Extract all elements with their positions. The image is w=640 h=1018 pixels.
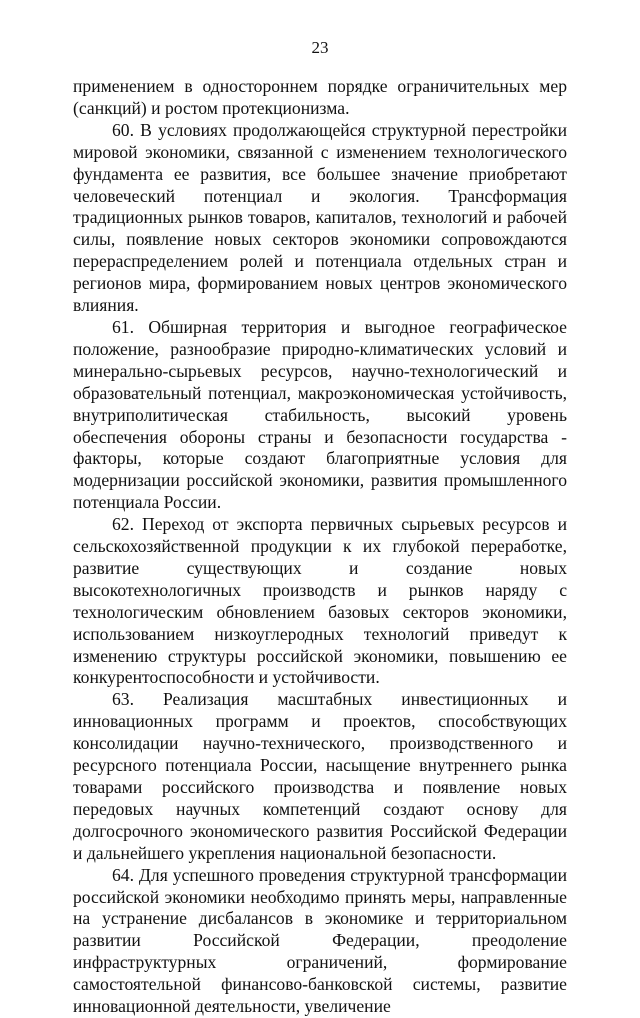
paragraph-62: 62. Переход от экспорта первичных сырьевых ресурсов и сельскохозяйственной продукции к их глубокой переработке, развитие существующих и создание новых высокотехнологичных производств и рынков наряду с технологическим обновлением базовых секторов экономики, использованием низкоуглеродных технологий приведут к изменению структуры российской экономики, повышению ее конкурентоспособности и устойчивости. — [73, 514, 567, 688]
document-body — [73, 76, 567, 1018]
paragraph-continuation: применением в одностороннем порядке ограничительных мер (санкций) и ростом протекционизма. — [73, 76, 567, 118]
page-number: 23 — [311, 38, 329, 57]
paragraph-60: 60. В условиях продолжающейся структурной перестройки мировой экономики, связанной с изменением технологического фундамента ее развития, все большее значение приобретают человеческий потенциал и экология. Трансформация традиционных рынков товаров, капиталов, технологий и рабочей силы, появление новых секторов экономики сопровождаются перераспределением ролей и потенциала отдельных стран и регионов мира, формированием новых центров экономического влияния. — [73, 119, 567, 316]
paragraph-63: 63. Реализация масштабных инвестиционных и инновационных программ и проектов, способствующих консолидации научно-технического, производственного и ресурсного потенциала России, насыщение внутреннего рынка товарами российского производства и появление новых передовых научных компетенций создают основу для долгосрочного экономического развития Российской Федерации и дальнейшего укрепления национальной безопасности. — [73, 689, 567, 863]
paragraph-61: 61. Обширная территория и выгодное географическое положение, разнообразие природно-климатических условий и минерально-сырьевых ресурсов, научно-технологический и образовательный потенциал, макроэкономическая устойчивость, внутриполитическая стабильность, высокий уровень обеспечения обороны страны и безопасности государства - факторы, которые создают благоприятные условия для модернизации российской экономики, развития промышленного потенциала России. — [73, 316, 567, 513]
paragraph-64: 64. Для успешного проведения структурной трансформации российской экономики необходимо принять меры, направленные на устранение дисбалансов в экономике и территориальном развитии Российской Федерации, преодоление инфраструктурных ограничений, формирование самостоятельной финансово-банковской системы, развитие инновационной деятельности, увеличение — [73, 864, 567, 1017]
